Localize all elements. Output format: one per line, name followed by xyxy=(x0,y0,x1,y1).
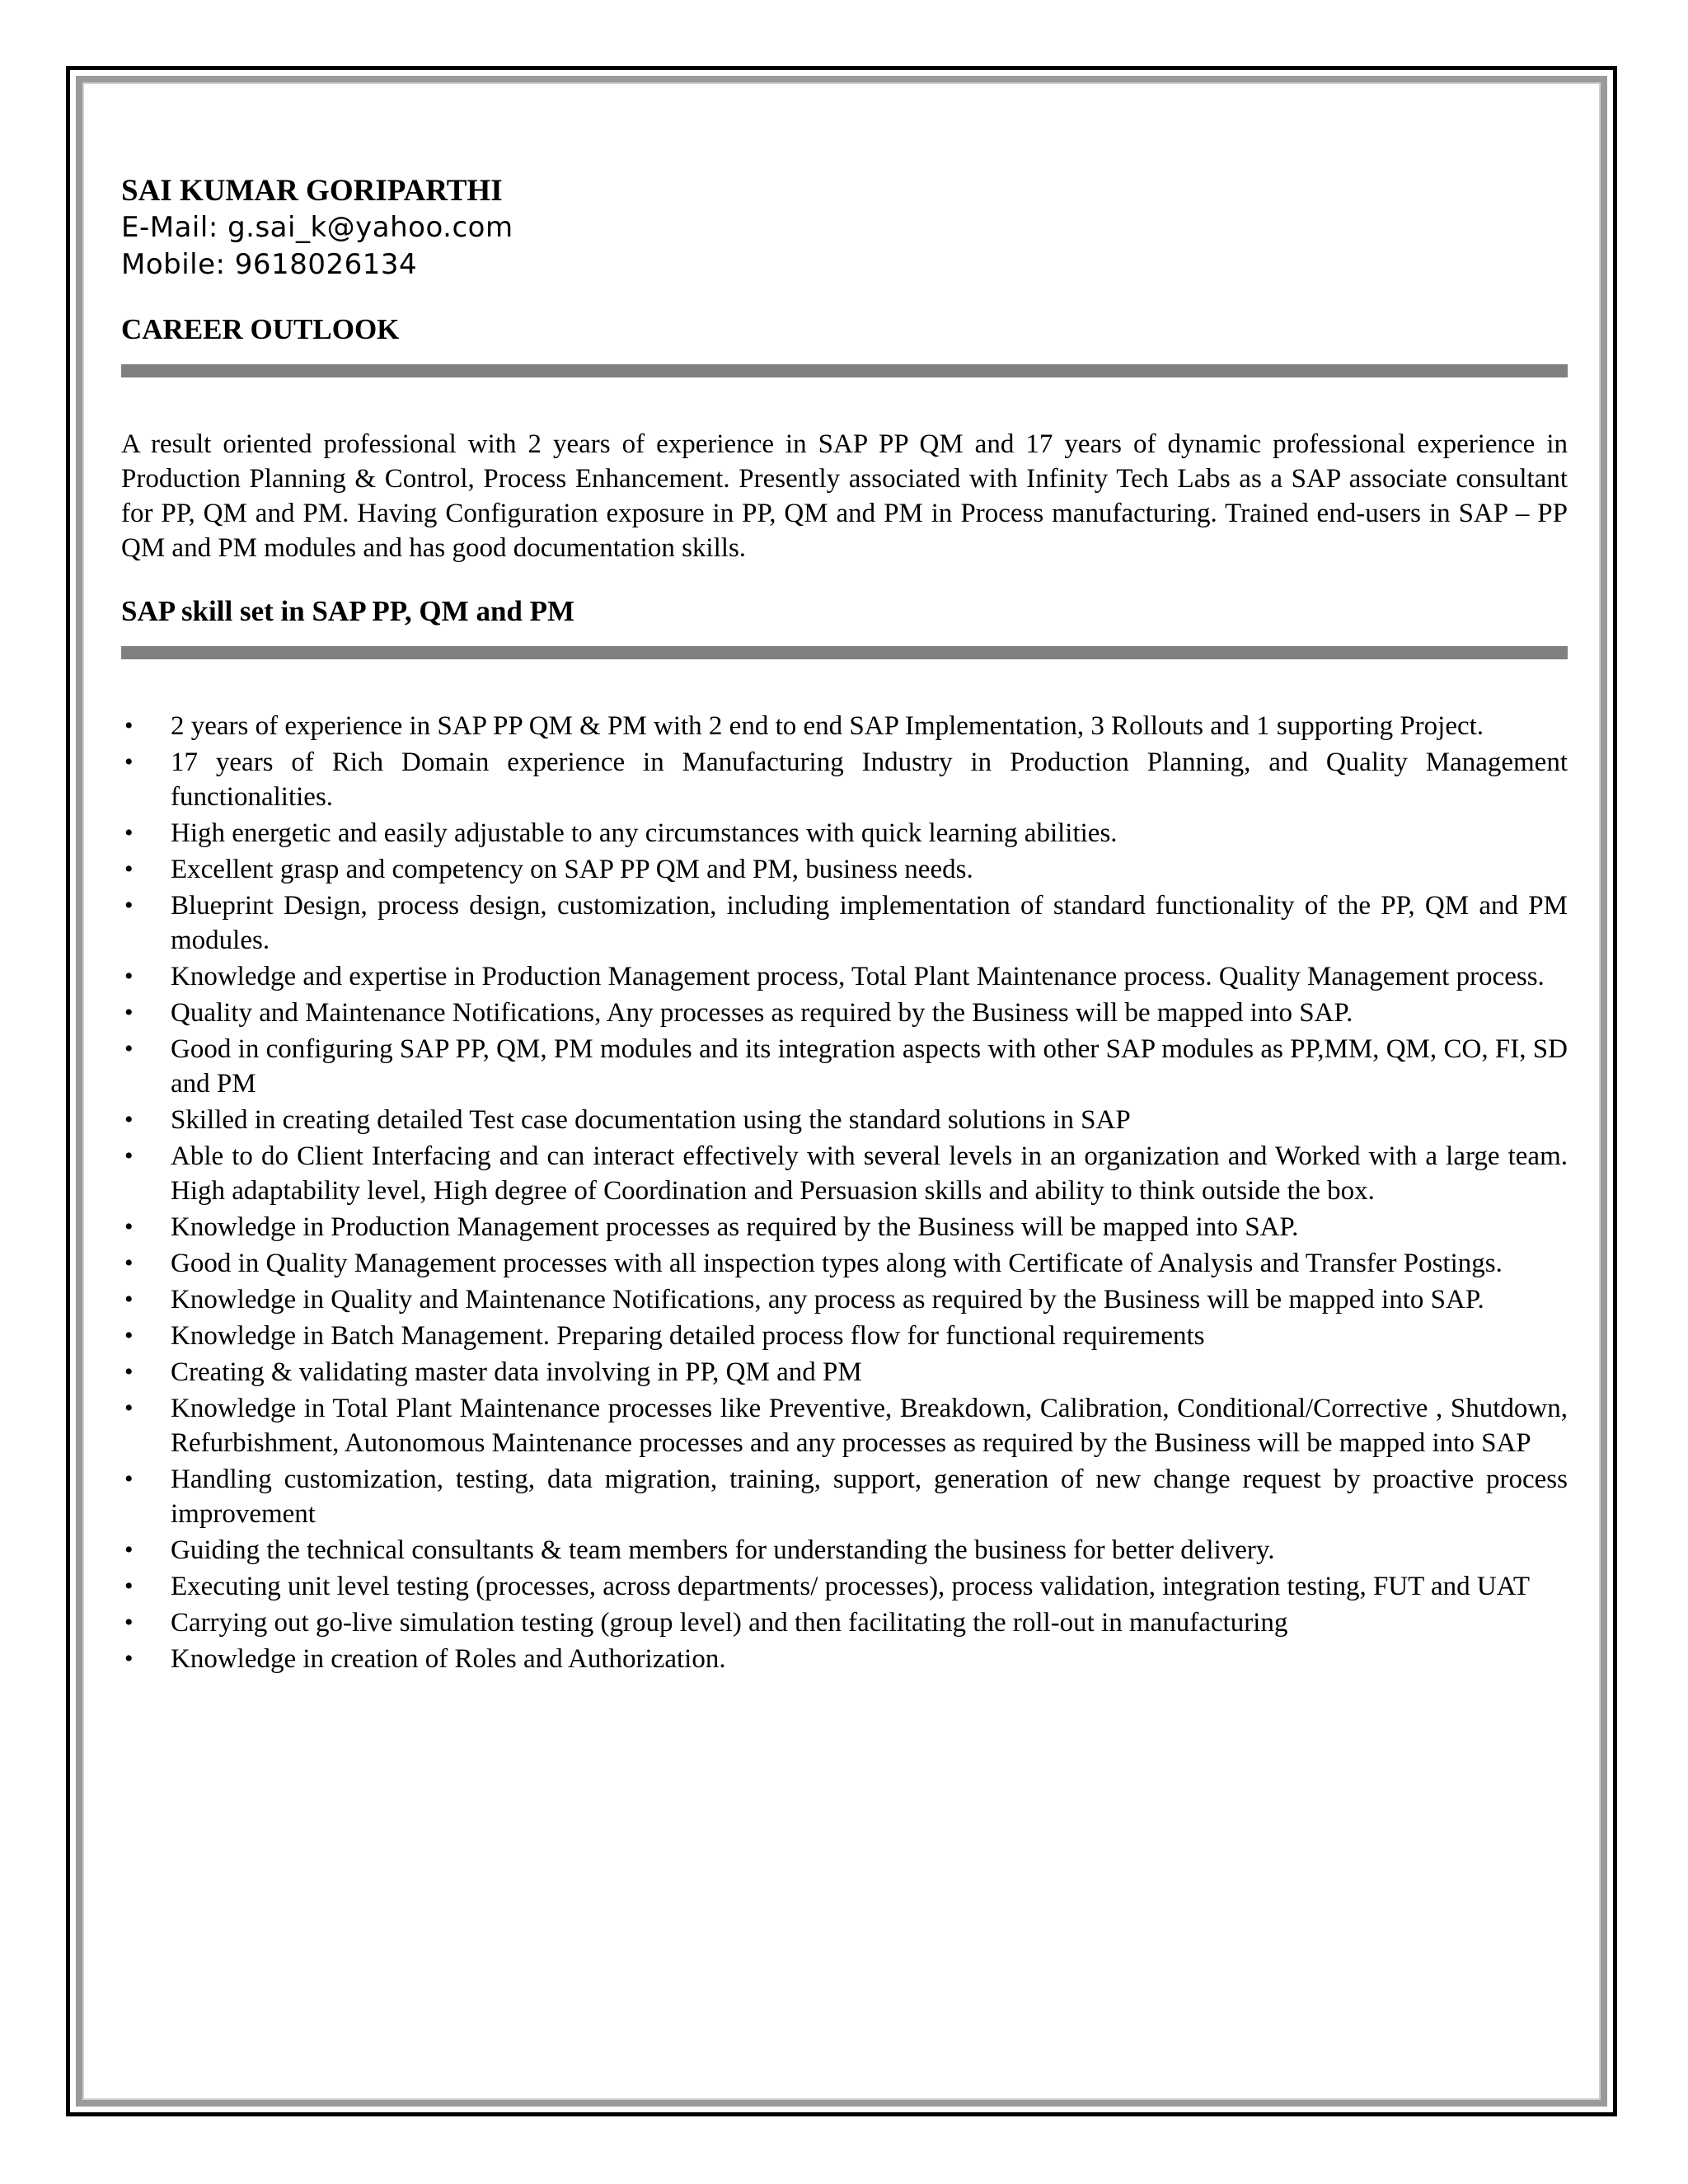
bullet-icon: • xyxy=(124,999,134,1026)
list-item-text: Executing unit level testing (processes, across departments/ processes), process validation, integration testing, FUT and UAT xyxy=(171,1572,1531,1601)
candidate-name: SAI KUMAR GORIPARTHI xyxy=(121,174,503,208)
list-item-text: Excellent grasp and competency on SAP PP QM and PM, business needs. xyxy=(171,855,973,884)
list-item xyxy=(121,1355,1568,1390)
list-item xyxy=(121,1103,1568,1137)
list-item xyxy=(121,1391,1568,1460)
mobile-line: Mobile: 9618026134 xyxy=(121,248,418,281)
skills-list xyxy=(121,709,1568,1676)
list-item-text: Able to do Client Interfacing and can interact effectively with several levels in an organization and Worked with a large team. High adaptability level, High degree of Coordination and Persuasion skills and ability to think outside the box. xyxy=(171,1141,1568,1206)
list-item-text: Knowledge in creation of Roles and Authorization. xyxy=(171,1644,726,1674)
bullet-icon: • xyxy=(124,892,134,919)
list-item xyxy=(121,1605,1568,1640)
bullet-icon: • xyxy=(124,1572,134,1600)
bullet-icon: • xyxy=(124,1465,134,1493)
list-item-text: Blueprint Design, process design, customization, including implementation of standard functionality of the PP, QM and PM modules. xyxy=(171,891,1568,955)
list-item xyxy=(121,745,1568,814)
bullet-icon: • xyxy=(124,1645,134,1672)
bullet-icon: • xyxy=(124,748,134,776)
section-divider xyxy=(121,646,1568,659)
list-item xyxy=(121,1462,1568,1531)
list-item xyxy=(121,1642,1568,1676)
career-summary: A result oriented professional with 2 years of experience in SAP PP QM and 17 years of dynamic professional experience in Production Planning & Control, Process Enhancement. Presently associated with Infinity Tech Labs as a SAP associate consultant for PP, QM and PM. Having Configuration exposure in PP, QM and PM in Process manufacturing. Trained end-users in SAP – PP QM and PM modules and has good documentation skills. xyxy=(121,429,1568,563)
list-item xyxy=(121,709,1568,743)
list-item-text: Knowledge in Batch Management. Preparing detailed process flow for functional requirements xyxy=(171,1321,1205,1351)
resume-content xyxy=(121,173,1568,1678)
list-item xyxy=(121,888,1568,958)
list-item xyxy=(121,816,1568,851)
list-item xyxy=(121,1210,1568,1244)
list-item-text: Quality and Maintenance Notifications, Any processes as required by the Business will be mapped into SAP. xyxy=(171,998,1353,1028)
bullet-icon: • xyxy=(124,1286,134,1313)
bullet-icon: • xyxy=(124,1394,134,1422)
list-item-text: Guiding the technical consultants & team members for understanding the business for better delivery. xyxy=(171,1535,1275,1565)
list-item-text: 2 years of experience in SAP PP QM & PM with 2 end to end SAP Implementation, 3 Rollouts and 1 supporting Project. xyxy=(171,711,1484,741)
list-item-text: Good in Quality Management processes with all inspection types along with Certificate of Analysis and Transfer Postings. xyxy=(171,1249,1503,1278)
list-item-text: Carrying out go-live simulation testing (group level) and then facilitating the roll-out in manufacturing xyxy=(171,1608,1288,1638)
list-item xyxy=(121,959,1568,994)
list-item-text: Creating & validating master data involving in PP, QM and PM xyxy=(171,1357,862,1387)
list-item-text: Knowledge in Production Management processes as required by the Business will be mapped into SAP. xyxy=(171,1212,1299,1242)
list-item xyxy=(121,1032,1568,1101)
bullet-icon: • xyxy=(124,1322,134,1349)
list-item xyxy=(121,996,1568,1030)
list-item-text: Handling customization, testing, data migration, training, support, generation of new change request by proactive process improvement xyxy=(171,1465,1568,1529)
bullet-icon: • xyxy=(124,1358,134,1385)
list-item-text: Skilled in creating detailed Test case documentation using the standard solutions in SAP xyxy=(171,1105,1131,1135)
list-item xyxy=(121,1139,1568,1208)
list-item-text: Knowledge in Total Plant Maintenance processes like Preventive, Breakdown, Calibration, Conditional/Corrective , Shutdown, Refurbishment, Autonomous Maintenance processes and any processes as required by the Business will be mapped into SAP xyxy=(171,1394,1568,1458)
bullet-icon: • xyxy=(124,1035,134,1062)
bullet-icon: • xyxy=(124,1142,134,1169)
list-item xyxy=(121,1569,1568,1604)
section-divider xyxy=(121,364,1568,377)
bullet-icon: • xyxy=(124,1249,134,1277)
career-outlook-title: CAREER OUTLOOK xyxy=(121,313,400,345)
bullet-icon: • xyxy=(124,855,134,883)
bullet-icon: • xyxy=(124,819,134,846)
list-item-text: Knowledge and expertise in Production Management process, Total Plant Maintenance process. Quality Management process. xyxy=(171,962,1545,991)
email-line: E-Mail: g.sai_k@yahoo.com xyxy=(121,211,513,244)
bullet-icon: • xyxy=(124,712,134,739)
list-item xyxy=(121,1282,1568,1317)
list-item-text: 17 years of Rich Domain experience in Manufacturing Industry in Production Planning, and Quality Management functionalities. xyxy=(171,748,1568,812)
bullet-icon: • xyxy=(124,1106,134,1133)
list-item xyxy=(121,1533,1568,1568)
bullet-icon: • xyxy=(124,963,134,990)
list-item-text: High energetic and easily adjustable to any circumstances with quick learning abilities. xyxy=(171,818,1118,848)
list-item xyxy=(121,1246,1568,1281)
bullet-icon: • xyxy=(124,1213,134,1240)
list-item xyxy=(121,852,1568,887)
bullet-icon: • xyxy=(124,1536,134,1563)
list-item xyxy=(121,1319,1568,1353)
list-item-text: Good in configuring SAP PP, QM, PM modules and its integration aspects with other SAP modules as PP,MM, QM, CO, FI, SD and PM xyxy=(171,1034,1568,1099)
bullet-icon: • xyxy=(124,1609,134,1636)
list-item-text: Knowledge in Quality and Maintenance Notifications, any process as required by the Business will be mapped into SAP. xyxy=(171,1285,1484,1315)
skills-title: SAP skill set in SAP PP, QM and PM xyxy=(121,595,575,627)
